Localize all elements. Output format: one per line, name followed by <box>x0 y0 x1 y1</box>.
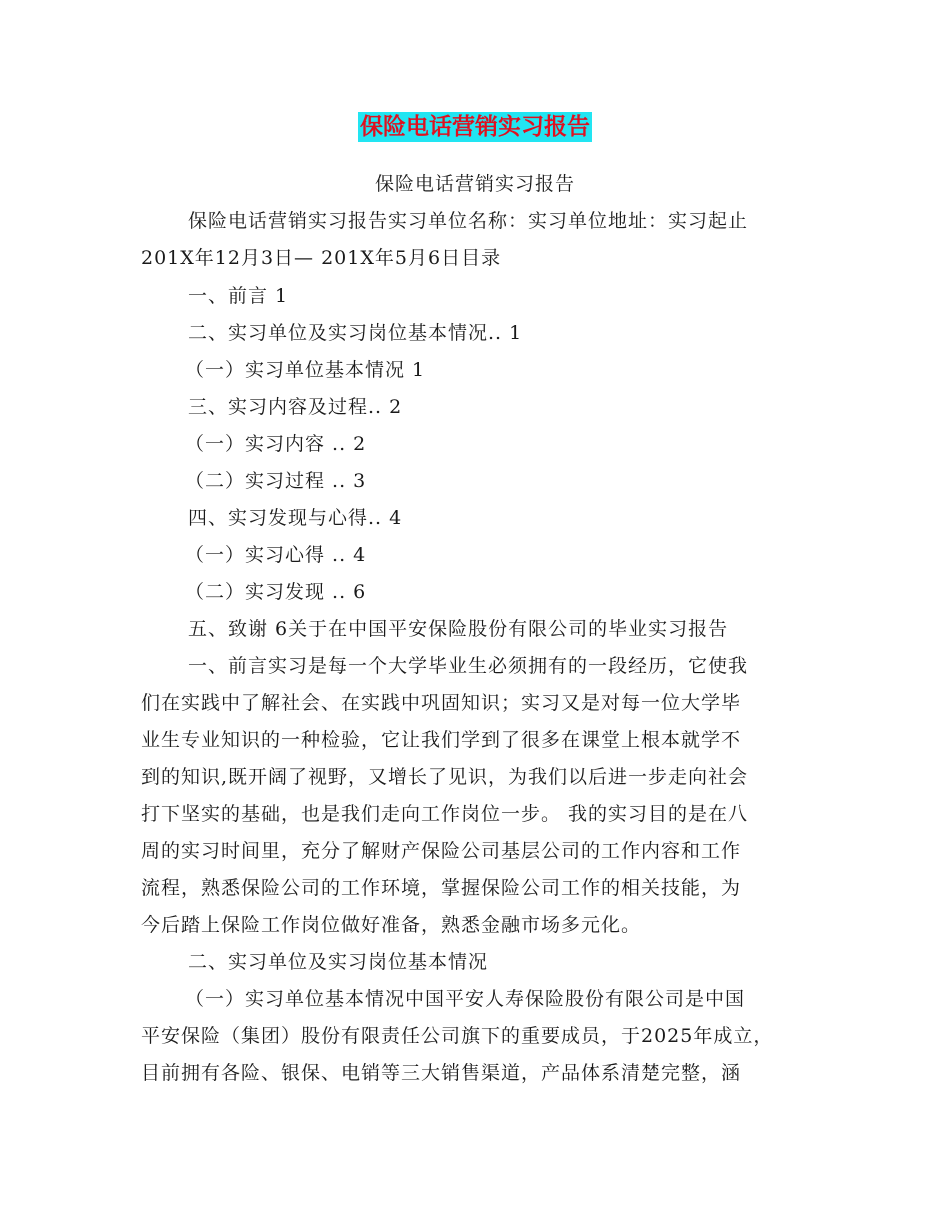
toc-item: 三、实习内容及过程.. 2 <box>188 396 403 418</box>
body-line: 们在实践中了解社会、在实践中巩固知识；实习又是对每一位大学毕 <box>141 692 742 714</box>
toc-item: （一）实习心得 .. 4 <box>185 544 367 566</box>
document-title: 保险电话营销实习报告 <box>360 114 590 140</box>
toc-item: （一）实习单位基本情况 1 <box>185 359 426 381</box>
toc-item: 二、实习单位及实习岗位基本情况.. 1 <box>188 322 523 344</box>
body-line: 到的知识,既开阔了视野，又增长了见识，为我们以后进一步走向社会 <box>141 766 749 788</box>
toc-item: （二）实习发现 .. 6 <box>185 581 367 603</box>
toc-item: 五、致谢 6关于在中国平安保险股份有限公司的毕业实习报告 <box>188 618 729 640</box>
body-line: 201X年12月3日— 201X年5月6日目录 <box>141 247 502 269</box>
body-line: 周的实习时间里，充分了解财产保险公司基层公司的工作内容和工作 <box>141 840 742 862</box>
body-line: （一）实习单位基本情况中国平安人寿保险股份有限公司是中国 <box>185 988 746 1010</box>
toc-item: （二）实习过程 .. 3 <box>185 470 367 492</box>
body-line: 目前拥有各险、银保、电销等三大销售渠道，产品体系清楚完整，涵 <box>141 1062 742 1084</box>
title-container <box>0 112 950 142</box>
section-heading: 二、实习单位及实习岗位基本情况 <box>188 951 489 973</box>
body-line: 业生专业知识的一种检验，它让我们学到了很多在课堂上根本就学不 <box>141 729 742 751</box>
toc-item: 一、前言 1 <box>188 285 289 307</box>
body-line: 一、前言实习是每一个大学毕业生必须拥有的一段经历，它使我 <box>188 655 749 677</box>
body-line: 平安保险（集团）股份有限责任公司旗下的重要成员，于2025年成立， <box>141 1025 774 1047</box>
toc-item: （一）实习内容 .. 2 <box>185 433 367 455</box>
body-line: 流程，熟悉保险公司的工作环境，掌握保险公司工作的相关技能，为 <box>141 877 742 899</box>
body-line: 保险电话营销实习报告实习单位名称：实习单位地址：实习起止 <box>188 210 749 232</box>
document-subtitle: 保险电话营销实习报告 <box>374 173 575 195</box>
body-line: 今后踏上保险工作岗位做好准备，熟悉金融市场多元化。 <box>141 914 642 936</box>
toc-item: 四、实习发现与心得.. 4 <box>188 507 403 529</box>
body-line: 打下坚实的基础，也是我们走向工作岗位一步。 我的实习目的是在八 <box>141 803 749 825</box>
